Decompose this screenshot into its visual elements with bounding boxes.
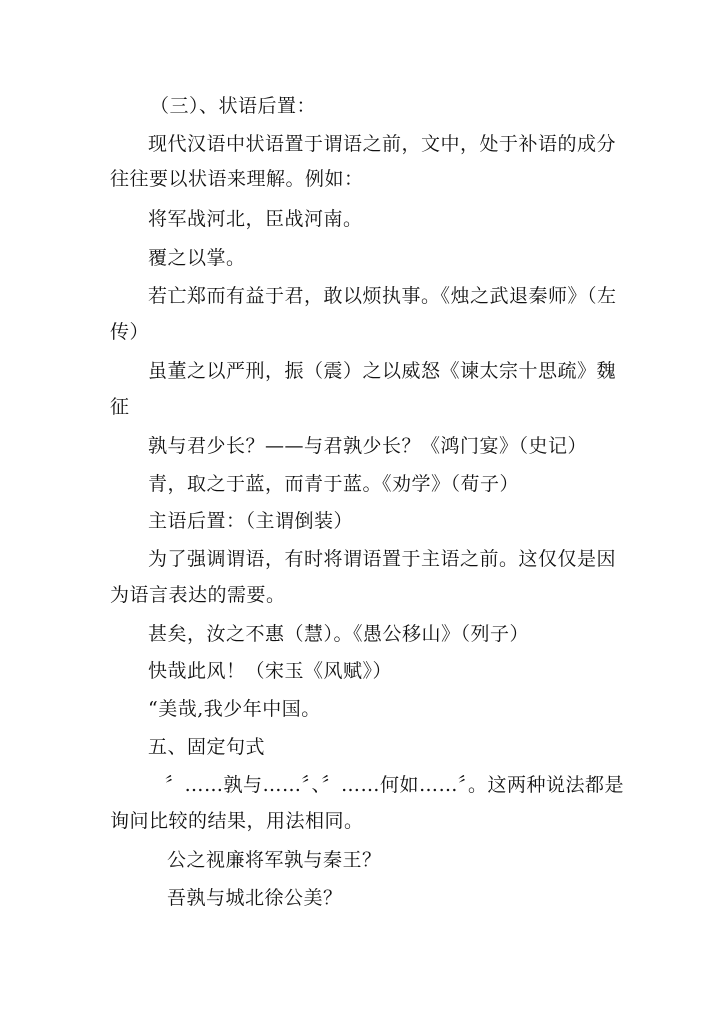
paragraph-line: 现代汉语中状语置于谓语之前，文中，处于补语的成分 [148, 133, 617, 155]
example-line: 青，取之于蓝，而青于蓝。《劝学》（荀子） [148, 473, 520, 495]
example-line: 甚矣，汝之不惠（慧）。《愚公移山》（列子） [148, 623, 530, 645]
example-line: 孰与君少长？——与君孰少长？《鸿门宴》（史记） [148, 435, 588, 457]
section-heading-subject-postposition: 主语后置：（主谓倒装） [148, 510, 354, 532]
section-heading-adverbial-postposition: （三）、状语后置： [150, 95, 317, 117]
paragraph-line: 为了强调谓语，有时将谓语置于主语之前。这仅仅是因 [148, 548, 617, 570]
example-line-continued: 传） [110, 321, 150, 343]
paragraph-line: 为语言表达的需要。 [110, 584, 286, 606]
example-line: 快哉此风！（宋玉《风赋》） [148, 660, 393, 682]
example-line: 覆之以掌。 [148, 247, 246, 269]
section-heading-fixed-patterns: 五、固定句式 [148, 736, 266, 758]
example-line: 吾孰与城北徐公美？ [167, 887, 343, 909]
example-line: 若亡郑而有益于君，敢以烦执事。《烛之武退秦师》（左 [148, 285, 617, 307]
paragraph-line: 询问比较的结果，用法相同。 [110, 810, 364, 832]
example-line: 将军战河北，臣战河南。 [148, 208, 363, 230]
example-line: “美哉,我少年中国。 [148, 698, 321, 720]
example-line-continued: 征 [110, 396, 130, 418]
example-line: 虽董之以严刑，振（震）之以威怒《谏太宗十思疏》魏 [148, 360, 617, 382]
paragraph-line: 往往要以状语来理解。例如： [110, 168, 364, 190]
paragraph-line: 〞……孰与……〞、〞……何如……〞。这两种说法都是 [165, 774, 625, 796]
example-line: 公之视廉将军孰与秦王？ [167, 849, 382, 871]
